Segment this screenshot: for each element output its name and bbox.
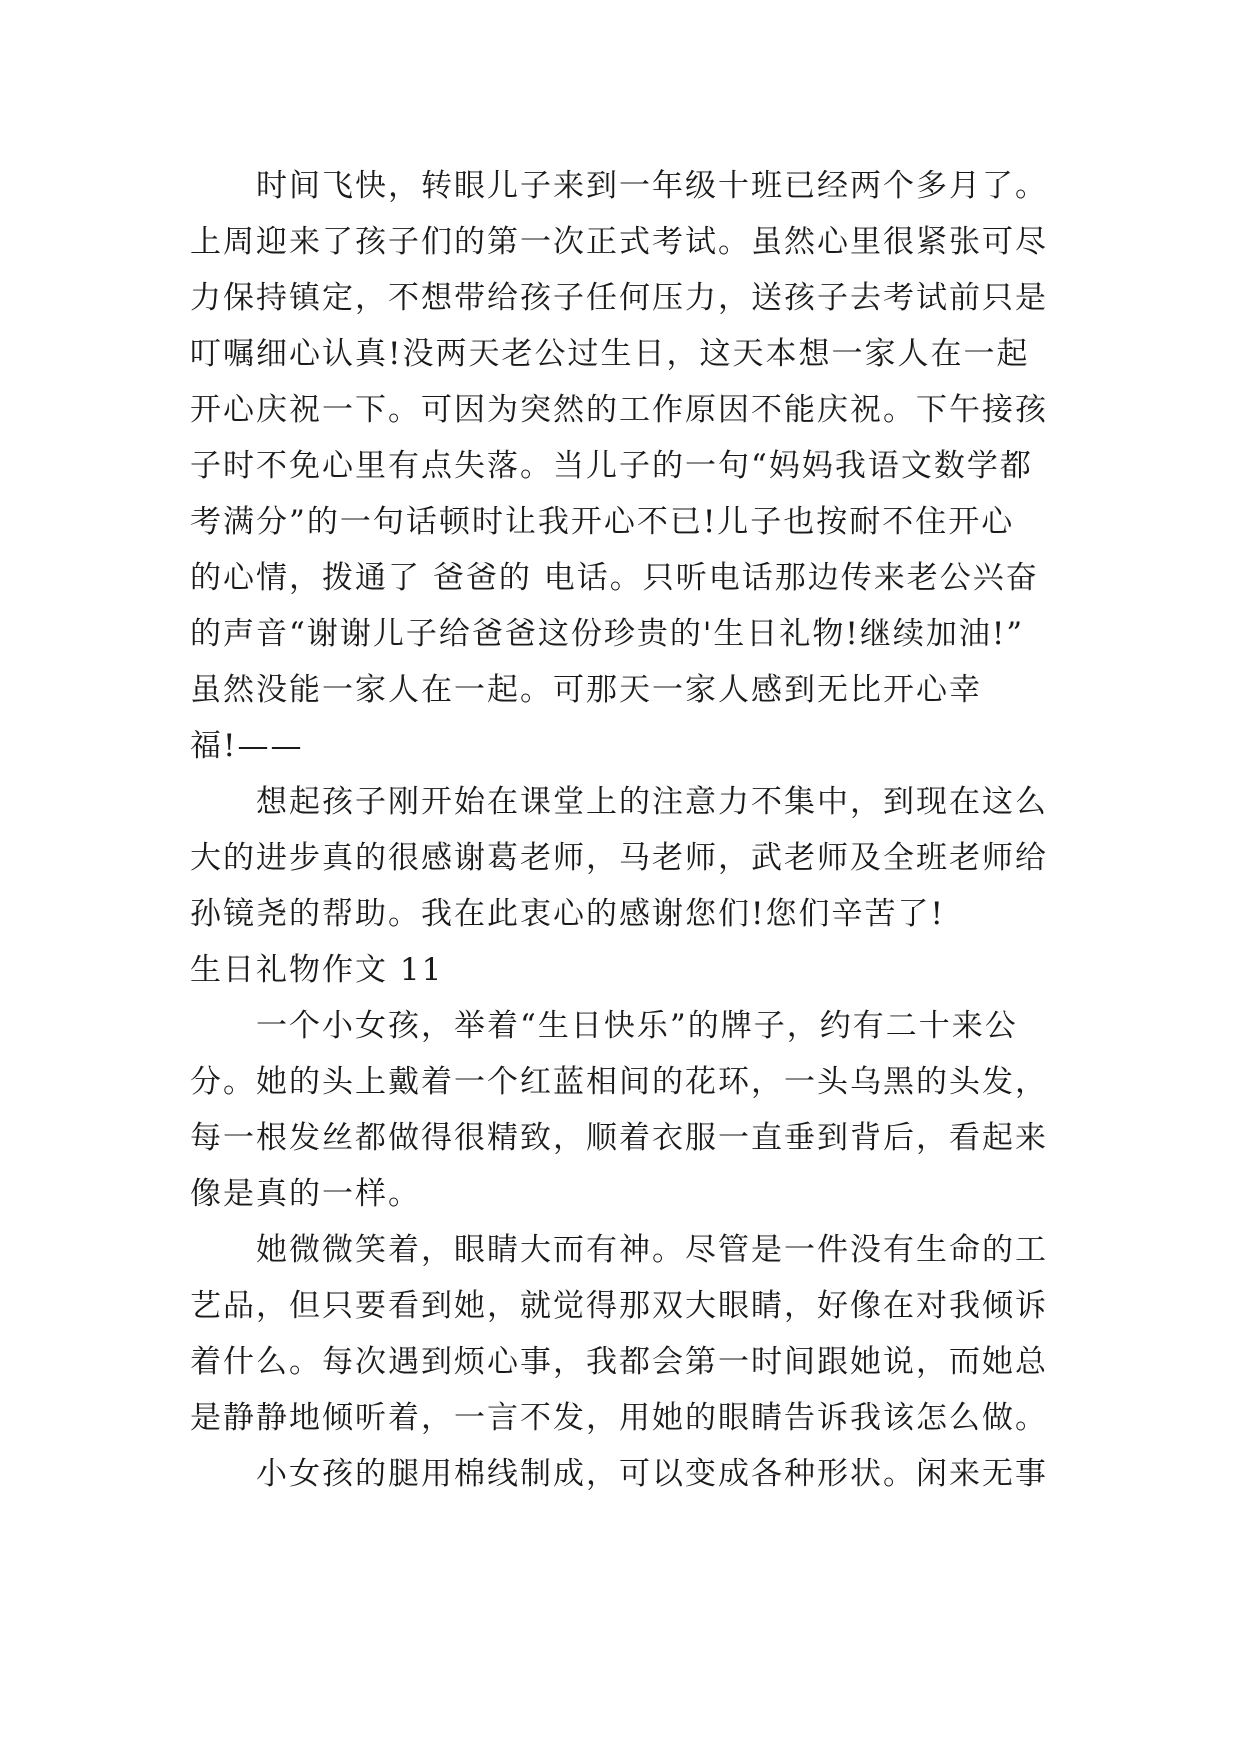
text-line: 福!—— [190,728,304,764]
text-line: 艺品，但只要看到她，就觉得那双大眼睛，好像在对我倾诉 [190,1288,1048,1324]
text-line: 孙镜尧的帮助。我在此衷心的感谢您们!您们辛苦了! [190,896,945,932]
text-line: 叮嘱细心认真!没两天老公过生日，这天本想一家人在一起 [190,336,1030,372]
text-line: 开心庆祝一下。可因为突然的工作原因不能庆祝。下午接孩 [190,392,1048,428]
text-line: 着什么。每次遇到烦心事，我都会第一时间跟她说，而她总 [190,1344,1048,1380]
text-line: 是静静地倾听着，一言不发，用她的眼睛告诉我该怎么做。 [190,1400,1048,1436]
text-line: 上周迎来了孩子们的第一次正式考试。虽然心里很紧张可尽 [190,224,1048,260]
text-line: 的声音“谢谢儿子给爸爸这份珍贵的'生日礼物!继续加油!” [190,616,1025,652]
text-line: 小女孩的腿用棉线制成，可以变成各种形状。闲来无事 [256,1456,1048,1492]
text-line: 想起孩子刚开始在课堂上的注意力不集中，到现在这么 [256,784,1048,820]
text-line: 她微微笑着，眼睛大而有神。尽管是一件没有生命的工 [256,1232,1048,1268]
text-line: 分。她的头上戴着一个红蓝相间的花环，一头乌黑的头发， [190,1064,1048,1100]
text-line: 虽然没能一家人在一起。可那天一家人感到无比开心幸 [190,672,982,708]
text-line: 的心情，拨通了 爸爸的 电话。只听电话那边传来老公兴奋 [190,560,1039,596]
text-line: 子时不免心里有点失落。当儿子的一句“妈妈我语文数学都 [190,448,1033,484]
text-line: 力保持镇定，不想带给孩子任何压力，送孩子去考试前只是 [190,280,1048,316]
text-line: 大的进步真的很感谢葛老师，马老师，武老师及全班老师给 [190,840,1048,876]
text-line: 时间飞快，转眼儿子来到一年级十班已经两个多月了。 [256,168,1048,204]
text-line: 每一根发丝都做得很精致，顺着衣服一直垂到背后，看起来 [190,1120,1048,1156]
text-line: 一个小女孩，举着“生日快乐”的牌子，约有二十来公 [256,1008,1018,1044]
text-line: 考满分”的一句话顿时让我开心不已!儿子也按耐不住开心 [190,504,1015,540]
text-line: 像是真的一样。 [190,1176,421,1212]
section-heading: 生日礼物作文 11 [190,952,444,988]
